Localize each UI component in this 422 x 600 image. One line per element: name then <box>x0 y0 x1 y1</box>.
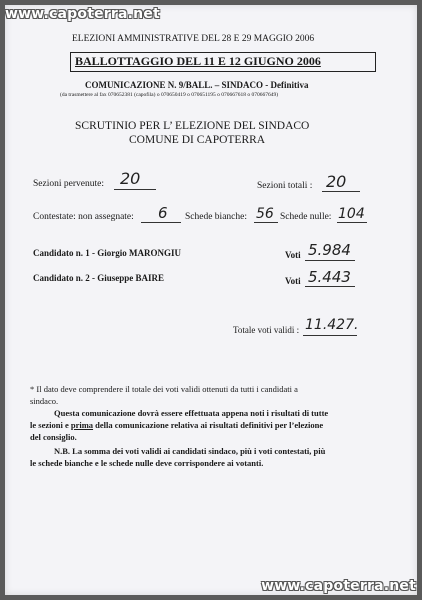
title-comune: COMUNE DI CAPOTERRA <box>129 134 266 146</box>
contestate-label: Contestate: non assegnate: <box>33 212 134 222</box>
note-asterisk-line1: * Il dato deve comprendere il totale dei voti validi ottenuti da tutti i candidati a <box>30 384 298 394</box>
note-para1-line2 <box>30 420 323 430</box>
schede-nulle-value: 104 <box>338 206 365 222</box>
header-ballottaggio: BALLOTTAGGIO DEL 11 E 12 GIUGNO 2006 <box>75 54 321 68</box>
candidate-1-line <box>305 260 355 261</box>
totale-line <box>303 335 357 336</box>
totale-label: Totale voti validi : <box>233 325 300 335</box>
schede-bianche-value: 56 <box>256 206 274 222</box>
header-elezioni: ELEZIONI AMMINISTRATIVE DEL 28 E 29 MAGGIO 2006 <box>72 34 315 44</box>
watermark-top: www.capoterra.net <box>5 6 160 22</box>
sezioni-totali-value: 20 <box>326 172 347 191</box>
totale-value: 11.427. <box>305 317 359 333</box>
sezioni-totali-label: Sezioni totali : <box>257 181 313 191</box>
header-fax-note: (da trasmettere al fax 070652381 (capofila) o 070650419 o 070651195 o 070667618 o 070667649) <box>60 92 279 98</box>
header-comunicazione: COMUNICAZIONE N. 9/BALL. – SINDACO - Definitiva <box>85 80 309 90</box>
schede-bianche-line <box>254 222 278 223</box>
note-para1-line2-b: della comunicazione relativa ai risultati definitivi per l’elezione <box>93 420 324 430</box>
sezioni-pervenute-line <box>114 189 156 190</box>
candidate-2-voti-label: Voti <box>285 276 301 286</box>
contestate-value: 6 <box>158 204 168 222</box>
sezioni-pervenute-value: 20 <box>120 169 141 188</box>
note-para1-line3: del consiglio. <box>30 432 77 442</box>
candidate-1-label: Candidato n. 1 - Giorgio MARONGIU <box>33 248 182 258</box>
candidate-1-voti: 5.984 <box>308 241 351 259</box>
contestate-line <box>141 222 181 223</box>
sezioni-pervenute-label: Sezioni pervenute: <box>33 179 104 189</box>
title-scrutinio: SCRUTINIO PER L’ ELEZIONE DEL SINDACO <box>75 120 310 132</box>
schede-nulle-label: Schede nulle: <box>280 212 332 222</box>
note-para2-line2: le schede bianche e le schede nulle deve corrispondere ai votanti. <box>30 458 264 468</box>
schede-bianche-label: Schede bianche: <box>185 212 247 222</box>
candidate-2-voti: 5.443 <box>308 268 351 286</box>
note-para1-line1: Questa comunicazione dovrà essere effettuata appena noti i risultati di tutte <box>54 408 329 418</box>
note-para1-line2-underlined: prima <box>70 420 94 430</box>
note-para2-line1: N.B. La somma dei voti validi ai candidati sindaco, più i voti contestati, più <box>54 446 326 456</box>
sezioni-totali-line <box>322 191 360 192</box>
candidate-2-label: Candidato n. 2 - Giuseppe BAIRE <box>33 273 165 283</box>
note-asterisk-line2: sindaco. <box>30 396 59 406</box>
watermark-bottom: www.capoterra.net <box>261 578 416 594</box>
schede-nulle-line <box>337 222 367 223</box>
note-para1-line2-a: le sezioni e <box>30 420 71 430</box>
candidate-1-voti-label: Voti <box>285 250 301 260</box>
candidate-2-line <box>305 286 355 287</box>
